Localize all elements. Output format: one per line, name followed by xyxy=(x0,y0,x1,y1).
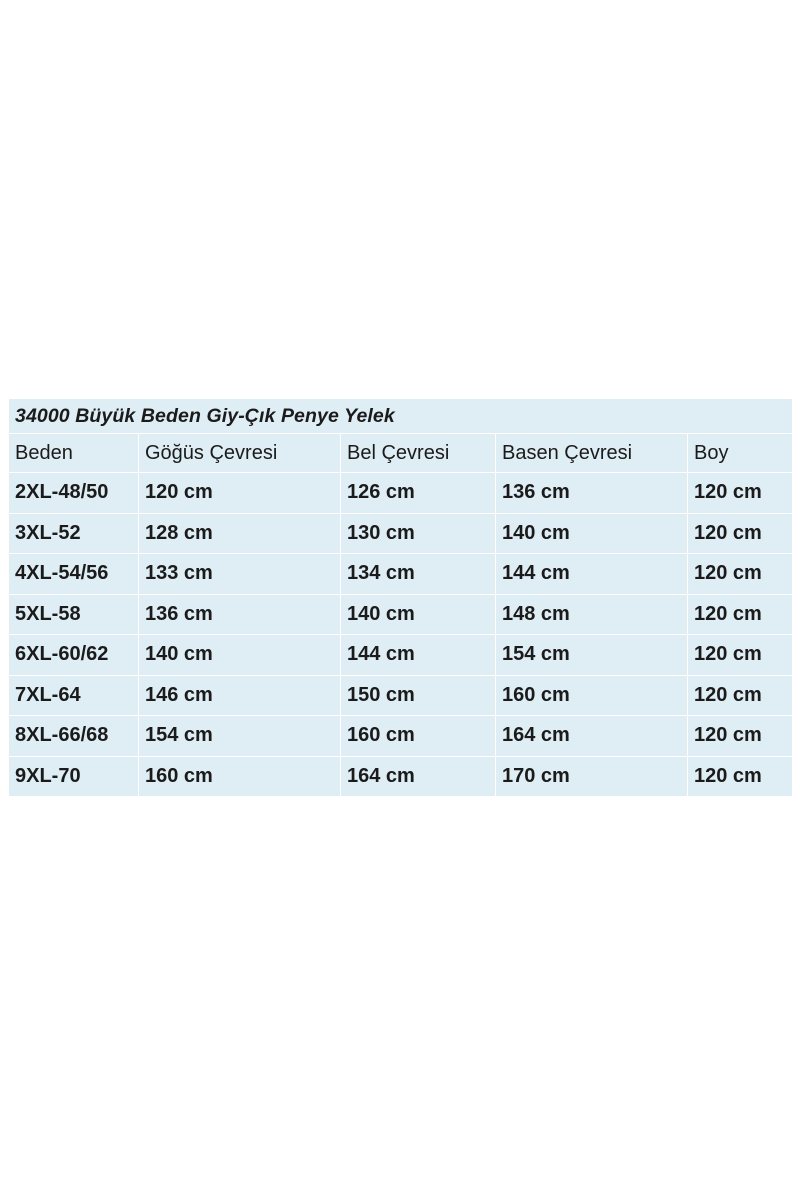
cell-boy: 120 cm xyxy=(688,473,793,514)
cell-basen: 136 cm xyxy=(496,473,688,514)
cell-basen: 164 cm xyxy=(496,716,688,757)
table-row xyxy=(9,473,793,514)
cell-beden: 2XL-48/50 xyxy=(9,473,139,514)
column-header-gogus-cevresi: Göğüs Çevresi xyxy=(139,434,341,473)
cell-boy: 120 cm xyxy=(688,554,793,595)
cell-beden: 3XL-52 xyxy=(9,513,139,554)
size-chart-container xyxy=(8,398,792,797)
column-header-boy: Boy xyxy=(688,434,793,473)
cell-beden: 5XL-58 xyxy=(9,594,139,635)
column-header-bel-cevresi: Bel Çevresi xyxy=(341,434,496,473)
cell-basen: 154 cm xyxy=(496,635,688,676)
cell-gogus: 146 cm xyxy=(139,675,341,716)
cell-gogus: 120 cm xyxy=(139,473,341,514)
size-chart-header-row xyxy=(9,434,793,473)
size-chart-table xyxy=(8,398,793,797)
table-row xyxy=(9,513,793,554)
cell-bel: 134 cm xyxy=(341,554,496,595)
cell-gogus: 160 cm xyxy=(139,756,341,797)
cell-basen: 140 cm xyxy=(496,513,688,554)
cell-basen: 160 cm xyxy=(496,675,688,716)
cell-boy: 120 cm xyxy=(688,594,793,635)
cell-bel: 144 cm xyxy=(341,635,496,676)
cell-beden: 7XL-64 xyxy=(9,675,139,716)
cell-gogus: 140 cm xyxy=(139,635,341,676)
cell-boy: 120 cm xyxy=(688,716,793,757)
table-row xyxy=(9,756,793,797)
cell-boy: 120 cm xyxy=(688,675,793,716)
table-row xyxy=(9,635,793,676)
cell-boy: 120 cm xyxy=(688,513,793,554)
cell-bel: 140 cm xyxy=(341,594,496,635)
cell-gogus: 154 cm xyxy=(139,716,341,757)
cell-gogus: 136 cm xyxy=(139,594,341,635)
column-header-basen-cevresi: Basen Çevresi xyxy=(496,434,688,473)
table-row xyxy=(9,716,793,757)
size-chart-title-row xyxy=(9,399,793,434)
cell-basen: 148 cm xyxy=(496,594,688,635)
column-header-beden: Beden xyxy=(9,434,139,473)
cell-boy: 120 cm xyxy=(688,635,793,676)
cell-beden: 9XL-70 xyxy=(9,756,139,797)
cell-bel: 126 cm xyxy=(341,473,496,514)
cell-beden: 4XL-54/56 xyxy=(9,554,139,595)
cell-gogus: 128 cm xyxy=(139,513,341,554)
table-row xyxy=(9,675,793,716)
cell-gogus: 133 cm xyxy=(139,554,341,595)
table-row xyxy=(9,594,793,635)
cell-boy: 120 cm xyxy=(688,756,793,797)
cell-basen: 144 cm xyxy=(496,554,688,595)
table-row xyxy=(9,554,793,595)
cell-bel: 150 cm xyxy=(341,675,496,716)
cell-beden: 6XL-60/62 xyxy=(9,635,139,676)
cell-bel: 130 cm xyxy=(341,513,496,554)
cell-bel: 164 cm xyxy=(341,756,496,797)
cell-bel: 160 cm xyxy=(341,716,496,757)
cell-basen: 170 cm xyxy=(496,756,688,797)
size-chart-title: 34000 Büyük Beden Giy-Çık Penye Yelek xyxy=(9,399,793,434)
cell-beden: 8XL-66/68 xyxy=(9,716,139,757)
